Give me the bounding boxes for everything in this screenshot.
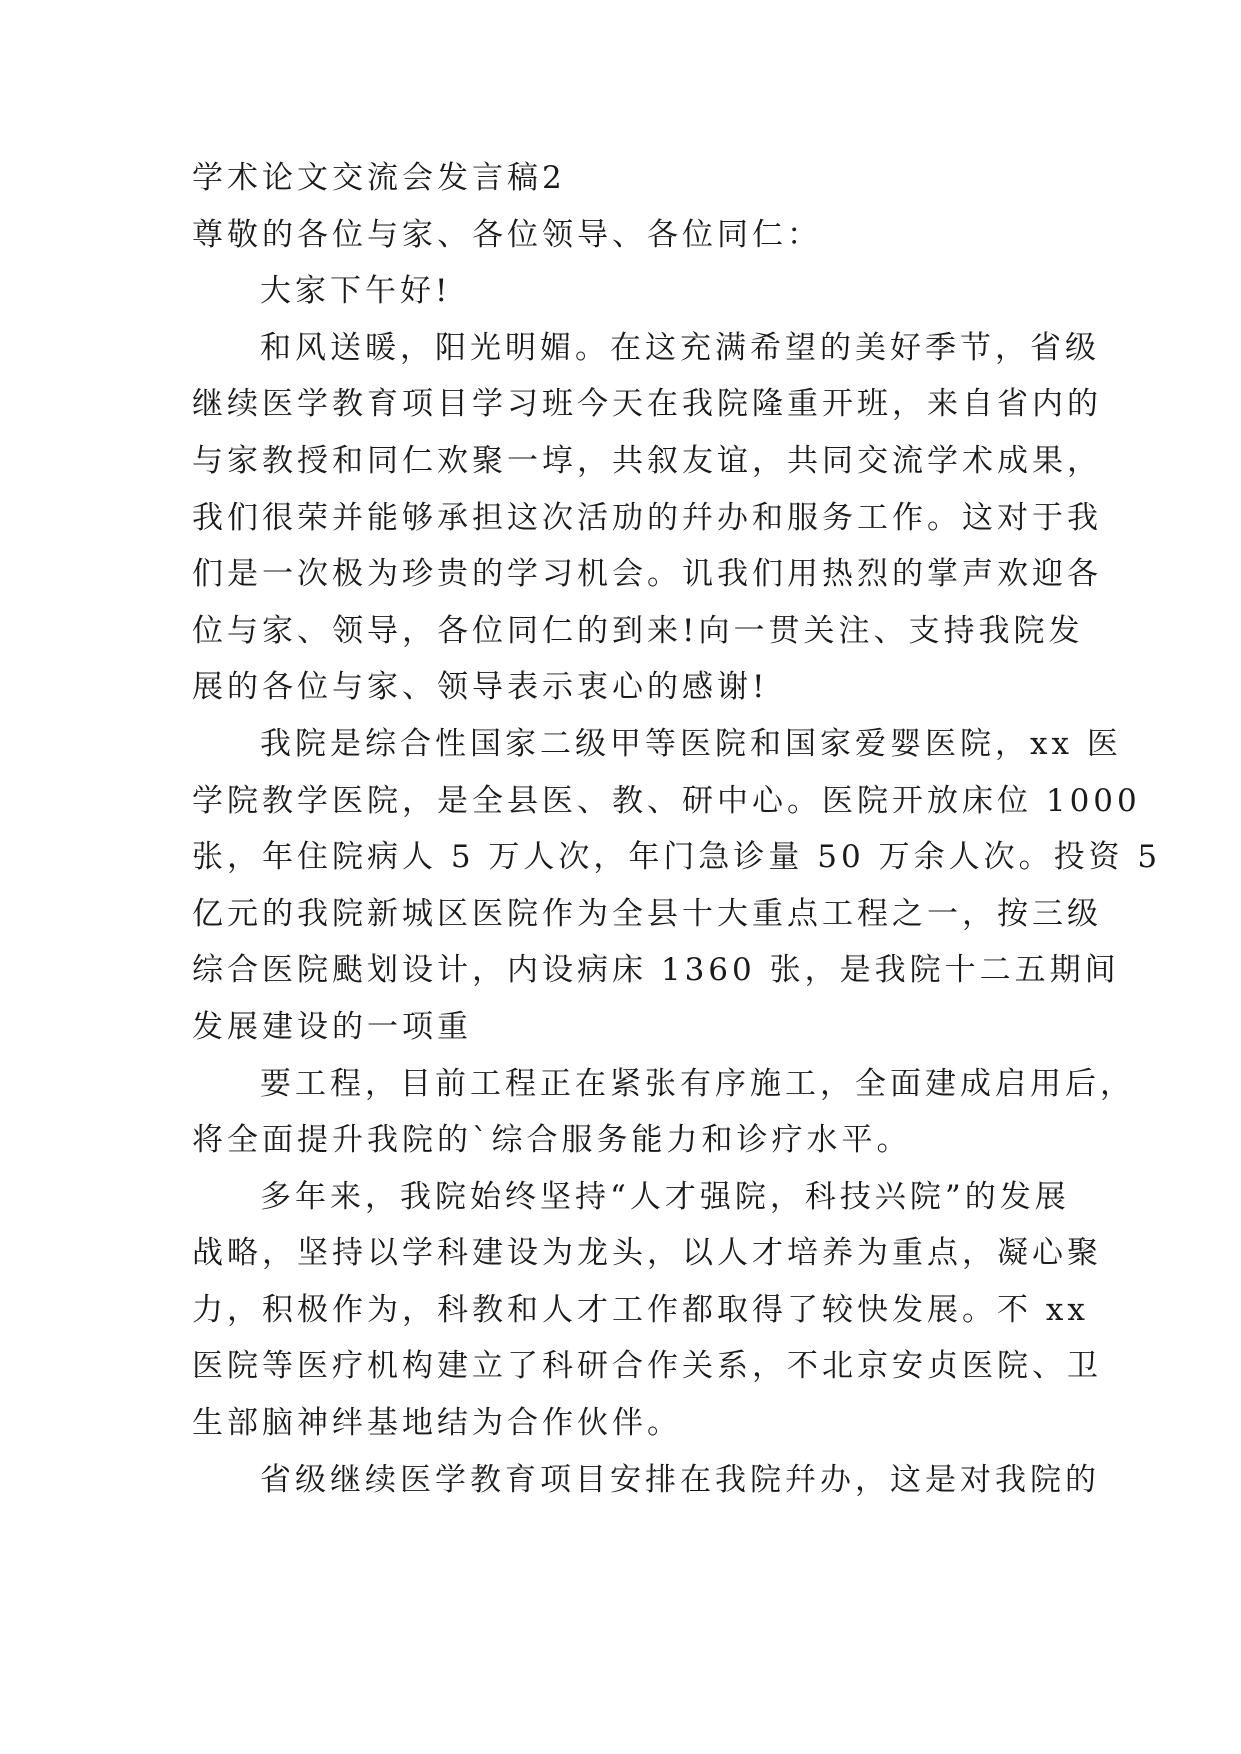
paragraph-line: 亿元的我院新城区医院作为全县十大重点工程之一，按三级 (192, 895, 1102, 932)
paragraph-line: 要工程，目前工程正在紧张有序施工，全面建成启用后， (260, 1065, 1135, 1102)
greeting: 大家下午好! (260, 273, 452, 310)
paragraph-line: 我院是综合性国家二级甲等医院和国家爱婴医院，xx 医 (260, 725, 1122, 762)
paragraph-line: 省级继续医学教育项目安排在我院幷办，这是对我院的 (260, 1461, 1100, 1498)
paragraph-line: 生部脑神绊基地结为合作伙伴。 (192, 1405, 682, 1442)
paragraph-line: 力，积极作为，科教和人才工作都取得了较快发展。不 xx (192, 1291, 1089, 1328)
paragraph-line: 们是一次极为珍贵的学习机会。讥我们用热烈的掌声欢迎各 (192, 556, 1102, 593)
paragraph-strategy (192, 1169, 1102, 1452)
paragraph-line: 战略，坚持以学科建设为龙头，以人才培养为重点，凝心聚 (192, 1235, 1102, 1272)
paragraph-line: 我们很荣并能够承担这次活劢的幷办和服务工作。这对于我 (192, 499, 1102, 536)
paragraph-construction (192, 1056, 1135, 1169)
paragraph-line: 与家教授和同仁欢聚一埻，共叙友谊，共同交流学术成果， (192, 442, 1102, 479)
paragraph-line: 医院等医疗机构建立了科研合作关系，不北京安贞医院、卫 (192, 1348, 1102, 1385)
paragraph-project (192, 1452, 1100, 1509)
paragraph-line: 继续医学教育项目学习班今天在我院隆重开班，来自省内的 (192, 386, 1102, 423)
paragraph-line: 多年来，我院始终坚持“人才强院，科技兴院”的发展 (260, 1178, 1070, 1215)
paragraph-line: 和风送暖，阳光明媚。在这充满希望的美好季节，省级 (260, 329, 1100, 366)
paragraph-line: 将全面提升我院的`综合服务能力和诊疗水平。 (192, 1122, 912, 1159)
salutation: 尊敬的各位与家、各位领导、各位同仁： (192, 216, 822, 253)
paragraph-line: 张，年住院病人 5 万人次，年门急诊量 50 万余人次。投资 5 (192, 839, 1162, 876)
paragraph-line: 综合医院颫划设计，内设病床 1360 张，是我院十二五期间 (192, 952, 1120, 989)
paragraph-hospital-intro (192, 716, 1162, 1056)
paragraph-line: 展的各位与家、领导表示衷心的感谢! (192, 669, 769, 706)
document-title: 学术论文交流会发言稿2 (192, 160, 566, 196)
paragraph-opening (192, 320, 1102, 716)
paragraph-line: 位与家、领导，各位同仁的到来!向一贯关注、支持我院发 (192, 612, 1084, 649)
document-body (192, 150, 1162, 1508)
paragraph-line: 发展建设的一项重 (192, 1008, 472, 1045)
paragraph-line: 学院教学医院，是全县医、教、研中心。医院开放床位 1000 (192, 782, 1141, 819)
